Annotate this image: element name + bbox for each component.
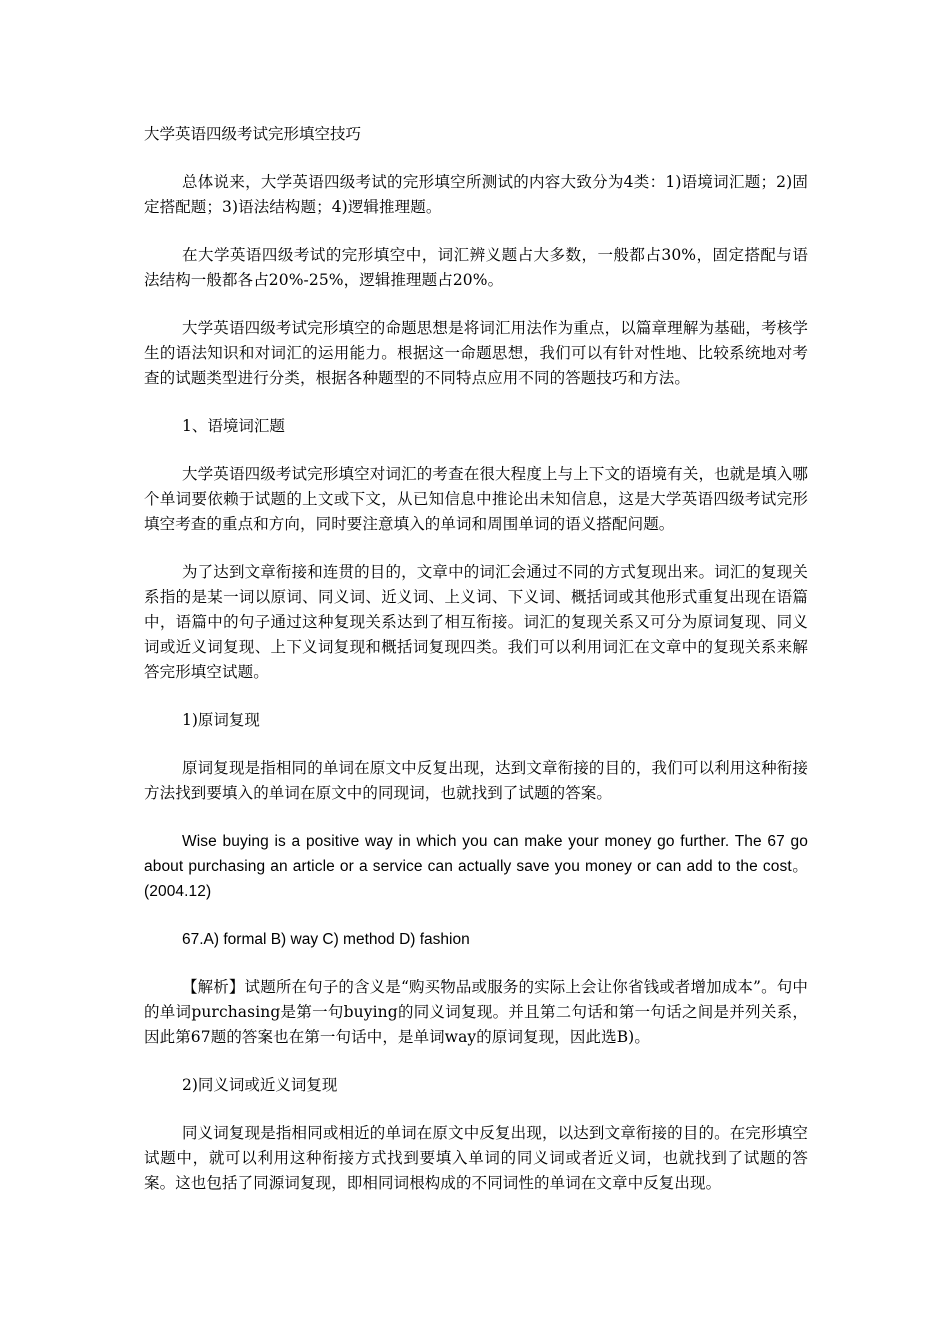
document-body <box>144 122 808 1219</box>
sub2-paragraph: 同义词复现是指相同或相近的单词在原文中反复出现，以达到文章衔接的目的。在完形填空试题中，就可以利用这种衔接方式找到要填入单词的同义词或者近义词，也就找到了试题的答案。这也包括了同源词复现，即相同词根构成的不同词性的单词在文章中反复出现。 <box>144 1124 808 1192</box>
section-heading-context-vocabulary: 1、语境词汇题 <box>182 417 285 435</box>
sub1-paragraph: 原词复现是指相同的单词在原文中反复出现，达到文章衔接的目的，我们可以利用这种衔接方法找到要填入的单词在原文中的同现词，也就找到了试题的答案。 <box>144 759 808 802</box>
example-passage: Wise buying is a positive way in which you can make your money go further. The 67 go about purchasing an article or a service can actually save you money or can add to the cost。(2004.12) <box>144 833 808 900</box>
subheading-synonym-recurrence: 2)同义词或近义词复现 <box>182 1076 338 1094</box>
intro-paragraph-3: 大学英语四级考试完形填空的命题思想是将词汇用法作为重点，以篇章理解为基础，考核学生的语法知识和对词汇的运用能力。根据这一命题思想，我们可以有针对性地、比较系统地对考查的试题类型进行分类，根据各种题型的不同特点应用不同的答题技巧和方法。 <box>144 319 808 387</box>
analysis-paragraph: 【解析】试题所在句子的含义是“购买物品或服务的实际上会让你省钱或者增加成本”。句中的单词purchasing是第一句buying的同义词复现。并且第二句话和第一句话之间是并列关系，因此第67题的答案也在第一句话中，是单词way的原词复现，因此选B)。 <box>144 978 808 1046</box>
subheading-original-word-recurrence: 1)原词复现 <box>182 711 260 729</box>
example-options: 67.A) formal B) way C) method D) fashion <box>182 931 470 948</box>
intro-paragraph-1: 总体说来，大学英语四级考试的完形填空所测试的内容大致分为4类：1)语境词汇题；2)固定搭配题；3)语法结构题；4)逻辑推理题。 <box>144 173 808 216</box>
document-title: 大学英语四级考试完形填空技巧 <box>144 125 362 143</box>
section1-paragraph-1: 大学英语四级考试完形填空对词汇的考查在很大程度上与上下文的语境有关，也就是填入哪个单词要依赖于试题的上文或下文，从已知信息中推论出未知信息，这是大学英语四级考试完形填空考查的重点和方向，同时要注意填入的单词和周围单词的语义搭配问题。 <box>144 465 808 533</box>
section1-paragraph-2: 为了达到文章衔接和连贯的目的，文章中的词汇会通过不同的方式复现出来。词汇的复现关系指的是某一词以原词、同义词、近义词、上义词、下义词、概括词或其他形式重复出现在语篇中，语篇中的句子通过这种复现关系达到了相互衔接。词汇的复现关系又可分为原词复现、同义词或近义词复现、上下义词复现和概括词复现四类。我们可以利用词汇在文章中的复现关系来解答完形填空试题。 <box>144 563 808 681</box>
intro-paragraph-2: 在大学英语四级考试的完形填空中，词汇辨义题占大多数，一般都占30%，固定搭配与语法结构一般都各占20%-25%，逻辑推理题占20%。 <box>144 246 808 289</box>
